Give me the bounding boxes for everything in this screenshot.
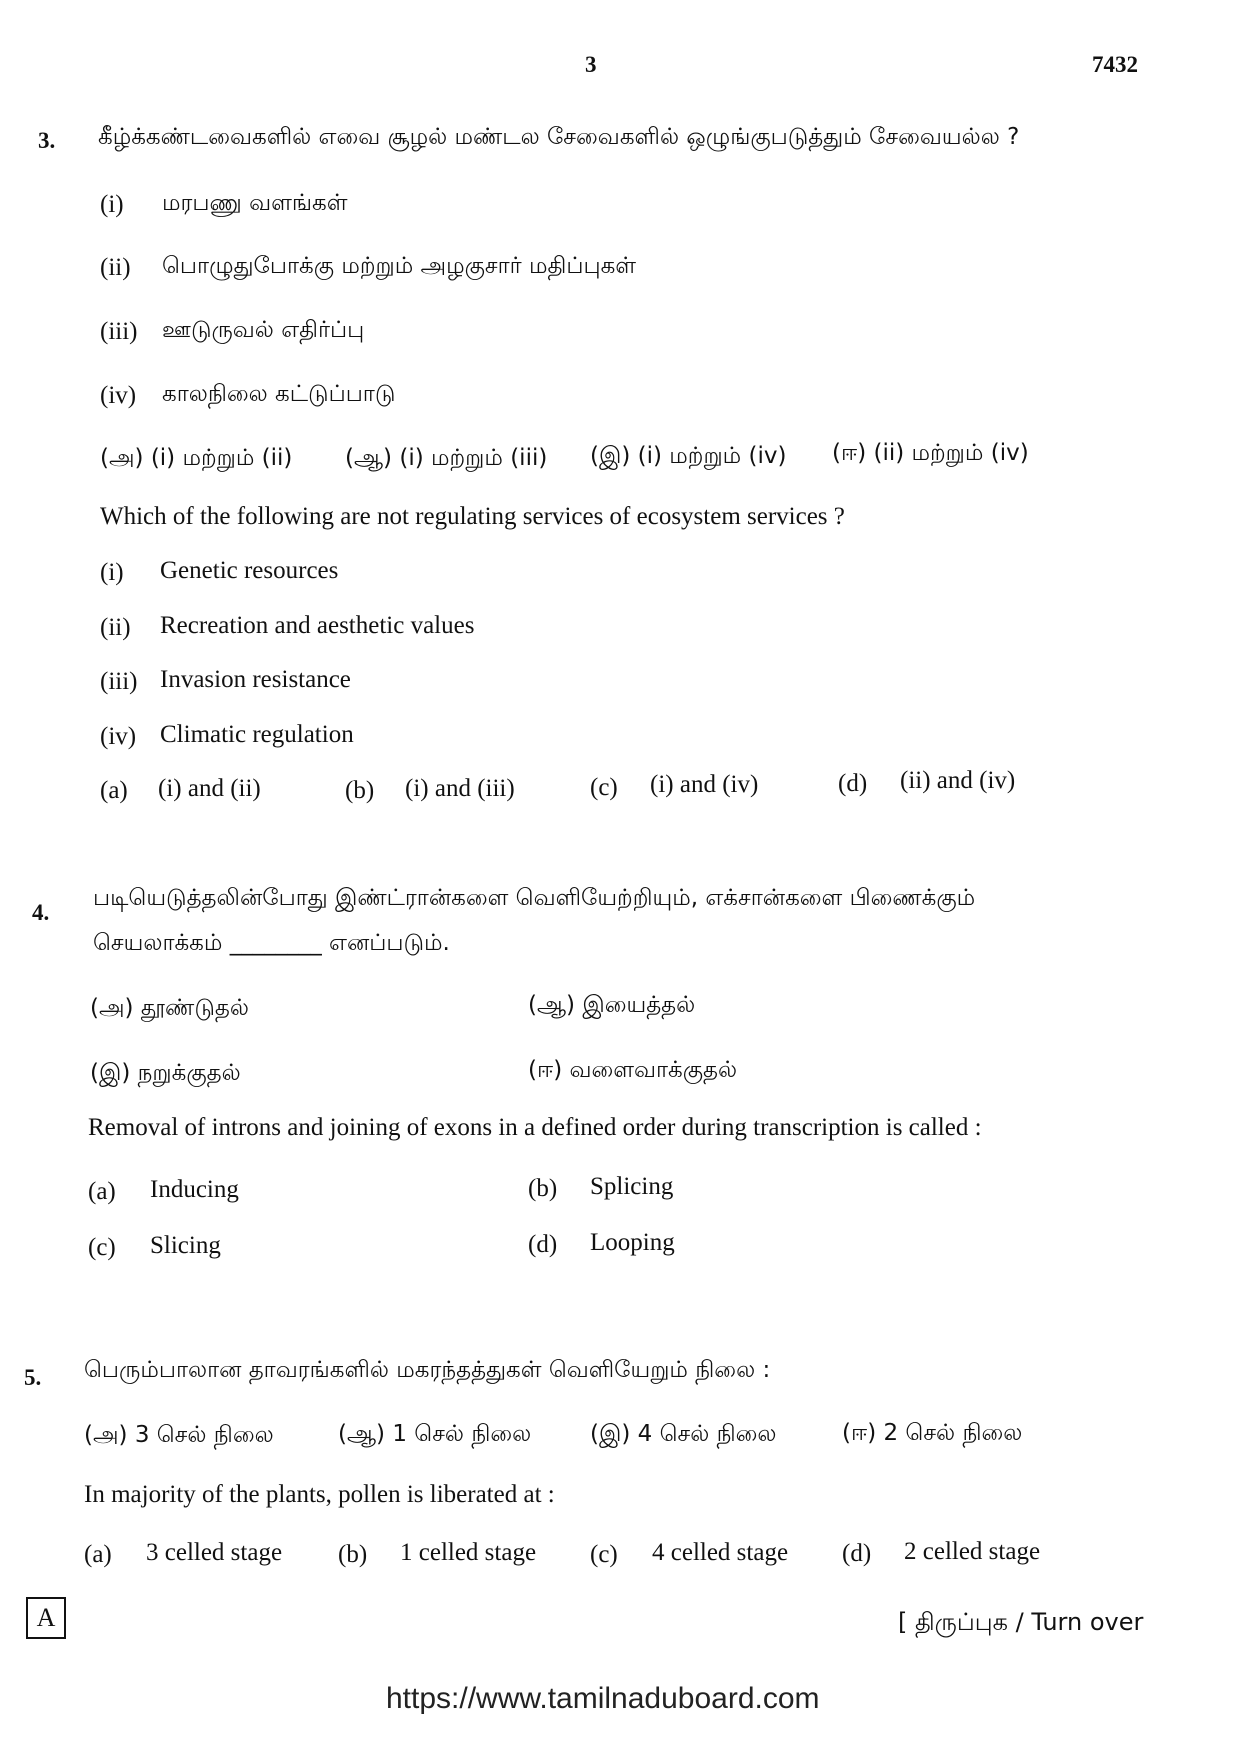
q5-english-option-label: (c) [590, 1541, 618, 1568]
q4-english-option-label: (a) [88, 1178, 116, 1205]
q3-english-item-label: (ii) [100, 614, 131, 641]
q3-english-item-text: Genetic resources [160, 557, 339, 584]
turn-over-label: [ திருப்புக / Turn over [898, 1608, 1144, 1636]
page-number: 3 [585, 52, 597, 77]
question-4-number: 4. [32, 900, 50, 925]
q3-english-item-label: (i) [100, 559, 124, 586]
q3-tamil-item-label: (i) [100, 191, 124, 218]
q5-tamil-option-d: (ஈ) 2 செல் நிலை [842, 1420, 1023, 1446]
q3-tamil-item-text: ஊடுருவல் எதிர்ப்பு [162, 317, 365, 343]
q3-tamil-option-b: (ஆ) (i) மற்றும் (iii) [345, 445, 548, 471]
q5-english-option-label: (b) [338, 1541, 368, 1568]
q5-english-option-text: 4 celled stage [652, 1539, 789, 1566]
q3-english-option-label: (c) [590, 774, 618, 801]
q4-english-option-text: Splicing [590, 1173, 674, 1200]
q3-english-option-text: (ii) and (iv) [900, 767, 1016, 794]
q3-tamil-option-d: (ஈ) (ii) மற்றும் (iv) [832, 440, 1029, 466]
question-4-english-text: Removal of introns and joining of exons in a defined order during transcription is called : [88, 1114, 982, 1141]
question-4-tamil-line2: செயலாக்கம் ________ எனப்படும். [93, 930, 450, 956]
q4-english-option-text: Looping [590, 1229, 675, 1256]
q3-english-item-text: Recreation and aesthetic values [160, 612, 475, 639]
q5-english-option-text: 3 celled stage [146, 1539, 283, 1566]
question-3-number: 3. [38, 128, 56, 153]
q3-english-option-label: (b) [345, 777, 375, 804]
q4-english-option-text: Slicing [150, 1232, 221, 1259]
q5-tamil-option-a: (அ) 3 செல் நிலை [84, 1422, 274, 1448]
question-paper-code: 7432 [1092, 52, 1138, 77]
question-5-number: 5. [24, 1365, 42, 1390]
q3-english-item-text: Climatic regulation [160, 721, 354, 748]
q4-english-option-label: (c) [88, 1234, 116, 1261]
question-5-english-text: In majority of the plants, pollen is liberated at : [84, 1481, 555, 1508]
q3-tamil-item-label: (iii) [100, 318, 138, 345]
q3-tamil-option-a: (அ) (i) மற்றும் (ii) [100, 445, 293, 471]
q3-tamil-item-label: (iv) [100, 382, 137, 409]
q3-english-option-label: (d) [838, 770, 868, 797]
q4-english-option-label: (d) [528, 1231, 558, 1258]
q3-english-option-text: (i) and (ii) [158, 775, 261, 802]
q3-english-item-label: (iii) [100, 668, 138, 695]
q3-english-item-label: (iv) [100, 723, 137, 750]
series-letter-box: A [26, 1597, 66, 1639]
q4-tamil-option-c: (இ) நறுக்குதல் [90, 1060, 241, 1086]
question-3-tamil-text: கீழ்க்கண்டவைகளில் எவை சூழல் மண்டல சேவைகளில் ஒழுங்குபடுத்தும் சேவையல்ல ? [98, 124, 1020, 150]
q5-english-option-label: (d) [842, 1540, 872, 1567]
q3-english-option-label: (a) [100, 777, 128, 804]
question-5-tamil-text: பெரும்பாலான தாவரங்களில் மகரந்தத்துகள் வெளியேறும் நிலை : [84, 1357, 771, 1383]
q5-tamil-option-b: (ஆ) 1 செல் நிலை [338, 1421, 532, 1447]
q4-tamil-option-b: (ஆ) இயைத்தல் [528, 992, 696, 1018]
q3-english-item-text: Invasion resistance [160, 666, 351, 693]
q3-english-option-text: (i) and (iv) [650, 771, 759, 798]
q3-english-option-text: (i) and (iii) [405, 775, 515, 802]
website-url[interactable]: https://www.tamilnaduboard.com [386, 1682, 820, 1715]
q5-tamil-option-c: (இ) 4 செல் நிலை [590, 1421, 777, 1447]
q4-tamil-option-a: (அ) தூண்டுதல் [90, 995, 249, 1021]
q3-tamil-item-label: (ii) [100, 254, 131, 281]
q4-english-option-text: Inducing [150, 1176, 239, 1203]
q5-english-option-text: 2 celled stage [904, 1538, 1041, 1565]
q3-tamil-item-text: மரபணு வளங்கள் [162, 190, 348, 216]
q5-english-option-text: 1 celled stage [400, 1539, 537, 1566]
q3-tamil-option-c: (இ) (i) மற்றும் (iv) [590, 443, 787, 469]
question-4-tamil-line1: படியெடுத்தலின்போது இண்ட்ரான்களை வெளியேற்றியும், எக்சான்களை பிணைக்கும் [93, 885, 976, 911]
q3-tamil-item-text: பொழுதுபோக்கு மற்றும் அழகுசார் மதிப்புகள் [162, 253, 637, 279]
q3-tamil-item-text: காலநிலை கட்டுப்பாடு [162, 381, 396, 407]
q5-english-option-label: (a) [84, 1541, 112, 1568]
question-3-english-text: Which of the following are not regulating services of ecosystem services ? [100, 503, 845, 530]
q4-english-option-label: (b) [528, 1175, 558, 1202]
q4-tamil-option-d: (ஈ) வளைவாக்குதல் [528, 1057, 738, 1083]
